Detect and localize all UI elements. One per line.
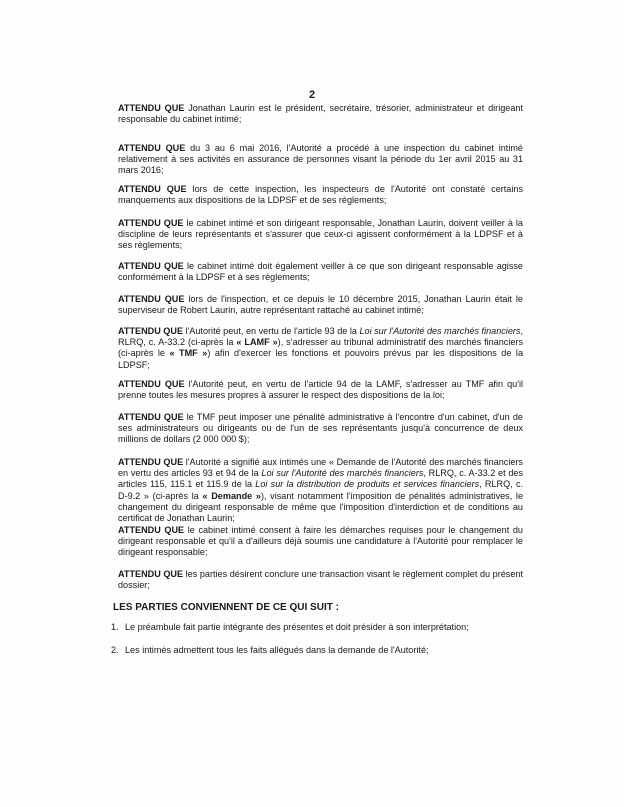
recital-text: du 3 au 6 mai 2016, l'Autorité a procédé à une inspection du cabinet intimé relativement à ses activités en assurance de personnes visant la période du 1er avril 2015 au 31 mars 2016; [118,143,523,176]
recital-text: lors de l'inspection, et ce depuis le 10 décembre 2015, Jonathan Laurin était le superviseur de Robert Laurin, autre représentant rattaché au cabinet intimé; [118,294,523,316]
recital-keyword: ATTENDU QUE [118,457,184,467]
recital-text: l'Autorité peut, en vertu de l'article 93 de la [183,326,360,336]
recital-keyword: ATTENDU QUE [118,218,184,228]
recital-text: , RLRQ, c. A-33.2 (ci-après la [118,326,523,348]
recital-text: le cabinet intimé doit également veiller à ce que son dirigeant responsable agisse conformément à la LDPSF et à ses règlements; [118,261,523,283]
recital-paragraph [118,261,523,283]
recital-keyword: ATTENDU QUE [118,379,185,389]
recital-keyword: ATTENDU QUE [118,525,185,535]
item-text: Les intimés admettent tous les faits allégués dans la demande de l'Autorité; [125,645,429,655]
recital-paragraph [118,326,523,371]
page-number: 2 [308,89,316,101]
recital-text: l'Autorité a signifié aux intimés une « Demande de l'Autorité des marchés financiers en vertu des articles 93 et 94 de la [118,457,523,479]
recital-text: l'Autorité peut, en vertu de l'article 94 de la LAMF, s'adresser au TMF afin qu'il prenne toutes les mesures propres à assurer le respect des dispositions de la loi; [118,379,523,401]
recital-text: ) afin d'exercer les fonctions et pouvoirs prévus par les dispositions de la LDPSF; [118,348,523,370]
recital-paragraph [118,103,523,125]
defined-term: « TMF » [169,348,208,359]
recital-text: le cabinet intimé consent à faire les démarches requises pour le changement du dirigeant responsable et qu'il a d'ailleurs déjà soumis une candidature à l'Autorité pour remplacer le dirigeant responsable; [118,525,523,558]
recital-paragraph [118,525,523,559]
recital-keyword: ATTENDU QUE [118,326,184,336]
recital-text: les parties désirent conclure une transaction visant le règlement complet du présent dossier; [118,569,523,591]
recital-text: , RLRQ, c. A-33.2 et des articles 115, 115.1 et 115.9 de la [118,468,524,490]
recital-paragraph [118,379,523,401]
item-number: 2. [111,645,119,655]
section-heading: LES PARTIES CONVIENNENT DE CE QUI SUIT : [113,602,339,613]
recital-keyword: ATTENDU QUE [118,569,184,579]
recital-paragraph [118,569,523,591]
recital-text: ), visant notamment l'imposition de pénalités administratives, le changement du dirigeant responsable de même que l'imposition d'interdiction et de conditions au certificat de Jonathan Laurin; [118,490,524,524]
recital-keyword: ATTENDU QUE [118,143,186,153]
recital-paragraph [118,184,523,206]
defined-term: « LAMF » [236,337,278,348]
recital-text: ), s'adresser au tribunal administratif des marchés financiers (ci-après le [118,337,523,359]
recital-keyword: ATTENDU QUE [118,261,184,271]
recital-text: le cabinet intimé et son dirigeant responsable, Jonathan Laurin, doivent veiller à la discipline de leurs représentants et s'assurer que ceux-ci agissent conformément à la LDPSF et à ses règlements; [118,218,523,251]
statute-title: Loi sur l'Autorité des marchés financiers [261,468,424,479]
recital-keyword: ATTENDU QUE [118,184,187,194]
statute-title: Loi sur la distribution de produits et services financiers [255,479,480,490]
item-number: 1. [111,622,119,632]
recital-paragraph [118,294,523,316]
list-item [111,645,531,656]
defined-term: « Demande » [202,490,261,501]
recital-keyword: ATTENDU QUE [118,294,185,304]
item-text: Le préambule fait partie intégrante des présentes et doit présider à son interprétation; [125,622,469,632]
statute-title: Loi sur l'Autorité des marchés financiers [359,326,521,336]
recital-text: Jonathan Laurin est le président, secrétaire, trésorier, administrateur et dirigeant responsable du cabinet intimé; [118,103,523,125]
recital-paragraph [118,143,523,177]
recital-text: lors de cette inspection, les inspecteurs de l'Autorité ont constaté certains manquements aux dispositions de la LDPSF et de ses règlements; [118,184,523,206]
recital-text: le TMF peut imposer une pénalité administrative à l'encontre d'un cabinet, d'un de ses administrateurs ou dirigeants ou de l'un de ses représentants jusqu'à concurrence de deux millions de dollars (2 000 000 $); [118,412,523,445]
recital-paragraph [118,218,523,252]
recital-text: , RLRQ, c. D-9.2 » (ci-après la [118,479,524,501]
recital-paragraph [118,457,523,524]
recital-keyword: ATTENDU QUE [118,412,184,422]
list-item [111,622,531,633]
recital-paragraph [118,412,523,446]
recital-keyword: ATTENDU QUE [118,103,185,113]
